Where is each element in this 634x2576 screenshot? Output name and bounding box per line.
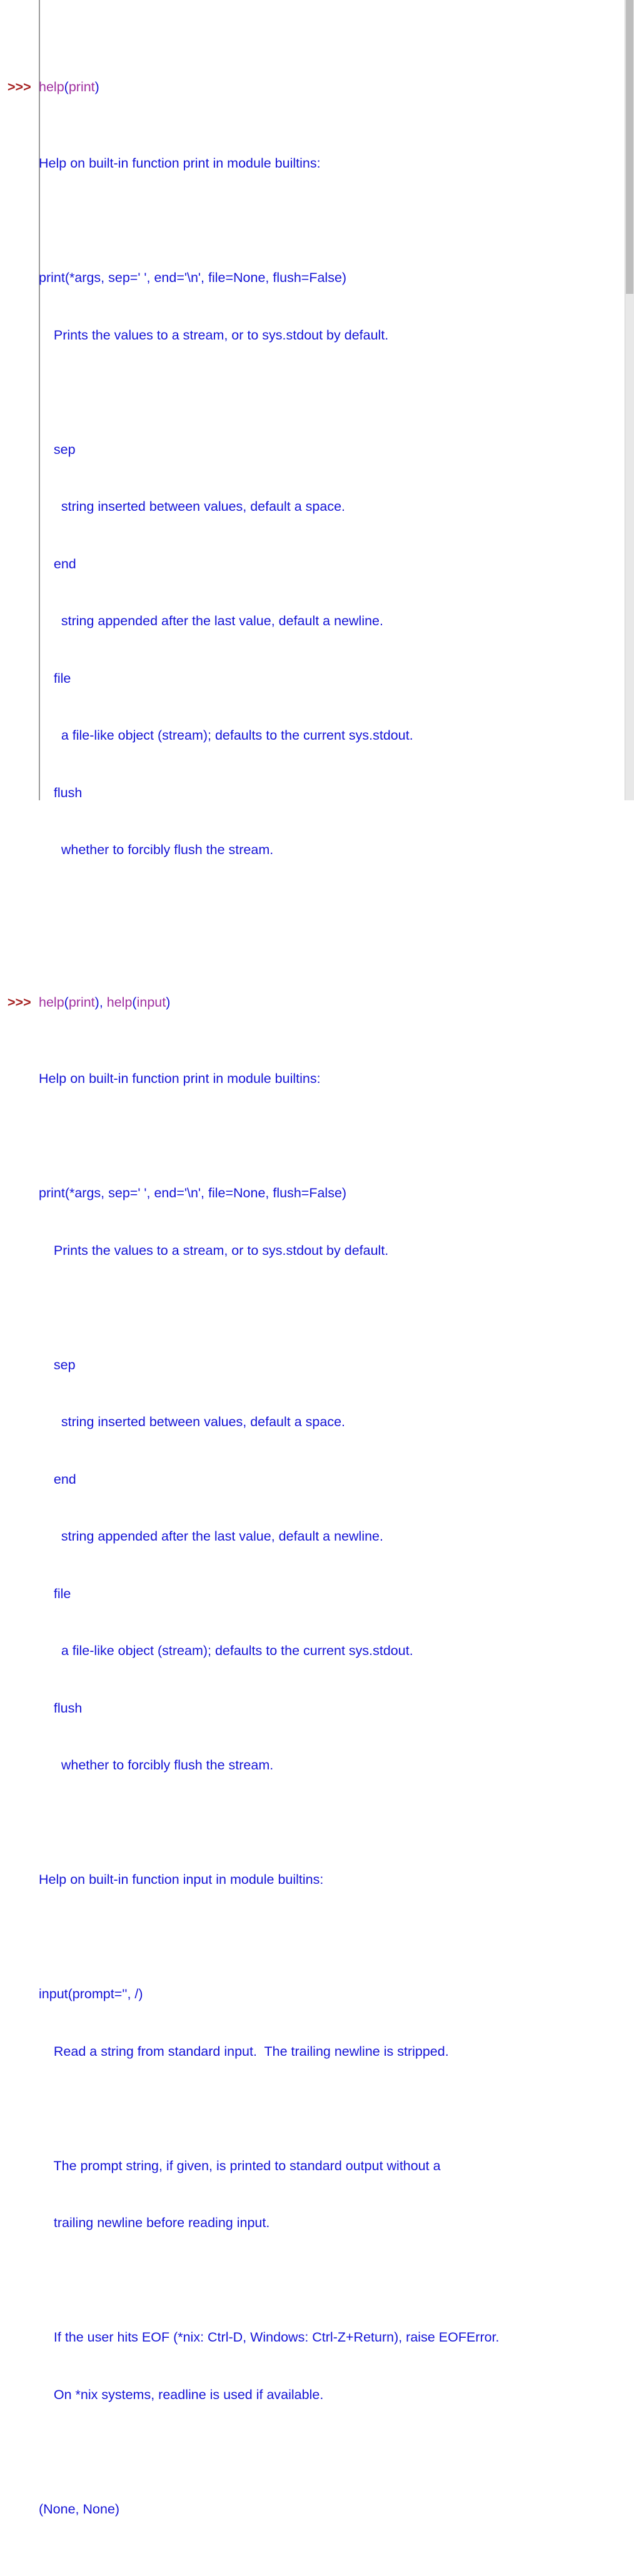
console-output-line [0, 1756, 625, 1775]
vertical-scrollbar[interactable] [625, 0, 634, 800]
close-paren-2: ) [166, 995, 171, 1010]
output-text: print(*args, sep=' ', end='\n', file=None, flush=False) [39, 270, 347, 285]
output-text: string appended after the last value, default a newline. [39, 1529, 383, 1544]
help-argument: print [68, 79, 95, 94]
close-paren-comma: ), [94, 995, 107, 1010]
console-output-line [0, 1527, 625, 1546]
output-text: whether to forcibly flush the stream. [39, 842, 274, 857]
blank-line [0, 1127, 625, 1146]
console-output-line [0, 726, 625, 745]
blank-line [0, 2271, 625, 2290]
output-text: Help on built-in function input in module builtins: [39, 1872, 324, 1887]
blank-line [0, 1928, 625, 1947]
output-text: end [39, 556, 76, 571]
output-text: If the user hits EOF (*nix: Ctrl-D, Windows: Ctrl-Z+Return), raise EOFError. [39, 2330, 500, 2345]
scrollbar-thumb[interactable] [626, 0, 633, 294]
open-paren-2: ( [132, 995, 137, 1010]
output-text: string inserted between values, default a space. [39, 1414, 346, 1429]
output-text: file [39, 1586, 71, 1601]
output-text: file [39, 670, 71, 686]
console-output-line [0, 1470, 625, 1489]
console-output-line [0, 2500, 625, 2519]
console-output-line [0, 440, 625, 460]
console-output-line [0, 1870, 625, 1889]
blank-line [0, 211, 625, 231]
console-output-line [0, 1069, 625, 1089]
prompt-marker: >>> [8, 79, 31, 94]
blank-line [0, 1813, 625, 1833]
console-output-line [0, 840, 625, 860]
output-text: Help on built-in function print in module builtins: [39, 1071, 321, 1086]
output-text: The prompt string, if given, is printed to standard output without a [39, 2158, 441, 2173]
console-output-line [0, 268, 625, 288]
output-text: flush [39, 1700, 83, 1716]
console-output-line [0, 497, 625, 516]
console-output-line [0, 2328, 625, 2347]
output-text: a file-like object (stream); defaults to the current sys.stdout. [39, 1643, 413, 1658]
console-output-line [0, 783, 625, 803]
console-output-line [0, 2385, 625, 2405]
output-text: whether to forcibly flush the stream. [39, 1758, 274, 1773]
console-output-line [0, 1584, 625, 1604]
console-output-line [0, 1241, 625, 1260]
blank-line [0, 2442, 625, 2462]
blank-line [0, 898, 625, 917]
help-argument: print [68, 995, 95, 1010]
help-call-name: help [39, 995, 64, 1010]
output-text: On *nix systems, readline is used if available. [39, 2387, 324, 2402]
help-argument-2: input [136, 995, 166, 1010]
output-text: input(prompt='', /) [39, 1986, 143, 2001]
open-paren: ( [64, 995, 69, 1010]
blank-line [0, 383, 625, 402]
output-text: sep [39, 1357, 76, 1372]
output-text: Help on built-in function print in module builtins: [39, 156, 321, 171]
console-output-line [0, 326, 625, 345]
console-input-line[interactable] [0, 993, 625, 1012]
console-input-line[interactable] [0, 78, 625, 97]
output-text: string appended after the last value, default a newline. [39, 613, 383, 628]
console-output-line [0, 1985, 625, 2004]
output-text: end [39, 1471, 76, 1487]
console-output-line [0, 2042, 625, 2061]
console-output-line [0, 154, 625, 173]
output-text: Read a string from standard input. The trailing newline is stripped. [39, 2043, 449, 2059]
output-text: Prints the values to a stream, or to sys.stdout by default. [39, 327, 389, 343]
output-text: a file-like object (stream); defaults to the current sys.stdout. [39, 728, 413, 743]
blank-line [0, 2099, 625, 2118]
console-output-line [0, 1641, 625, 1661]
blank-line [0, 1298, 625, 1317]
prompt-marker: >>> [8, 995, 31, 1010]
console-output-line [0, 2213, 625, 2233]
output-text: (None, None) [39, 2501, 120, 2517]
console-output-line [0, 611, 625, 631]
console-output-line [0, 1699, 625, 1718]
console-output-line [0, 1412, 625, 1432]
help-call-name: help [39, 79, 64, 94]
output-text: sep [39, 441, 76, 457]
output-text: print(*args, sep=' ', end='\n', file=None, flush=False) [39, 1185, 347, 1200]
output-text: Prints the values to a stream, or to sys.stdout by default. [39, 1242, 389, 1258]
output-text: string inserted between values, default a space. [39, 499, 346, 514]
output-text: trailing newline before reading input. [39, 2215, 270, 2230]
console-output-line [0, 669, 625, 688]
console-output-line [0, 1184, 625, 1203]
open-paren: ( [64, 79, 69, 94]
console-output-line [0, 555, 625, 574]
console-output-line [0, 2156, 625, 2176]
console-output-line [0, 1356, 625, 1375]
output-text: flush [39, 785, 83, 800]
help-call-name-2: help [106, 995, 133, 1010]
close-paren: ) [94, 79, 99, 94]
